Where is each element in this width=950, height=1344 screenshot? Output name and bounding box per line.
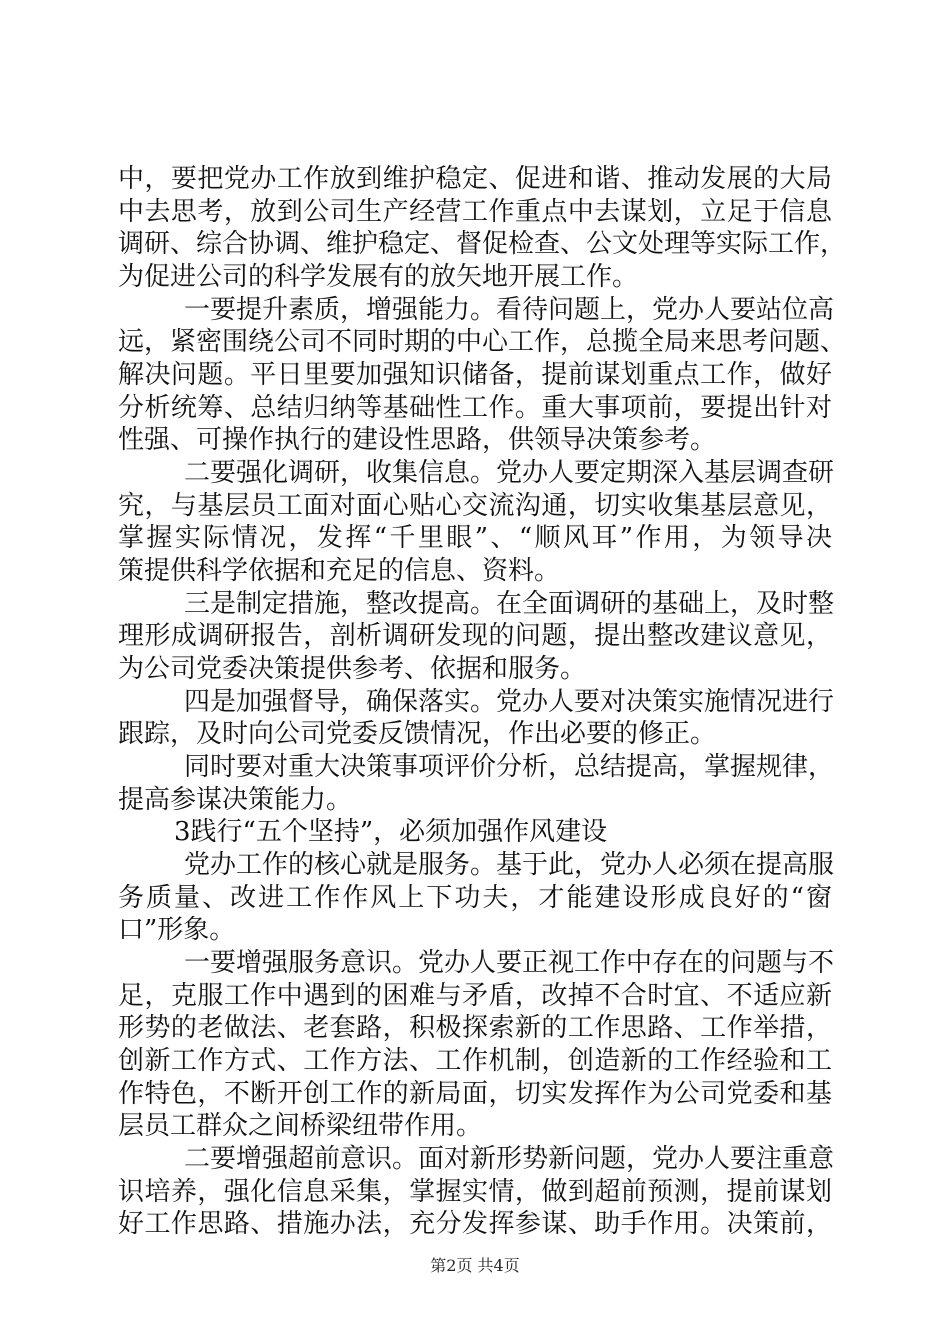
text-line: 创新工作方式、工作方法、工作机制，创造新的工作经验和工 bbox=[118, 1046, 832, 1076]
section-heading: 3践行“五个坚持”，必须加强作风建设 bbox=[174, 817, 608, 848]
text-line: 好工作思路、措施办法，充分发挥参谋、助手作用。决策前， bbox=[118, 1209, 832, 1240]
page-footer: 第2页 共4页 bbox=[430, 1256, 520, 1275]
paragraph-first-line: 二要强化调研，收集信息。党办人要定期深入基层调查研 bbox=[184, 458, 835, 488]
text-line: 策提供科学依据和充足的信息、资料。 bbox=[118, 556, 561, 586]
text-line: 足，克服工作中遇到的困难与矛盾，改掉不合时宜、不适应新 bbox=[118, 980, 832, 1011]
text-line: 究，与基层员工面对面心贴心交流沟通，切实收集基层意见， bbox=[118, 490, 832, 521]
text-line: 形势的老做法、老套路，积极探索新的工作思路、工作举措， bbox=[118, 1013, 832, 1044]
text-line: 口”形象。 bbox=[118, 915, 236, 946]
paragraph-first-line: 一要增强服务意识。党办人要正视工作中存在的问题与不 bbox=[184, 948, 835, 978]
text-line: 层员工群众之间桥梁纽带作用。 bbox=[118, 1111, 483, 1142]
text-line: 为公司党委决策提供参考、依据和服务。 bbox=[118, 654, 587, 684]
text-line: 为促进公司的科学发展有的放矢地开展工作。 bbox=[118, 262, 639, 292]
text-line: 务质量、改进工作作风上下功夫，才能建设形成良好的“窗 bbox=[118, 882, 832, 913]
text-line: 远，紧密围绕公司不同时期的中心工作，总揽全局来思考问题、 bbox=[118, 327, 847, 358]
text-line: 理形成调研报告，剖析调研发现的问题，提出整改建议意见， bbox=[118, 621, 832, 652]
text-line: 性强、可操作执行的建设性思路，供领导决策参考。 bbox=[118, 425, 717, 456]
text-line: 中，要把党办工作放到维护稳定、促进和谐、推动发展的大局 bbox=[118, 164, 832, 194]
paragraph-first-line: 三是制定措施，整改提高。在全面调研的基础上，及时整 bbox=[184, 588, 835, 619]
text-line: 跟踪，及时向公司党委反馈情况，作出必要的修正。 bbox=[118, 719, 717, 750]
text-line: 作特色，不断开创工作的新局面，切实发挥作为公司党委和基 bbox=[118, 1078, 832, 1109]
text-line: 提高参谋决策能力。 bbox=[118, 784, 353, 815]
text-line: 识培养，强化信息采集，掌握实情，做到超前预测，提前谋划 bbox=[118, 1176, 832, 1207]
paragraph-first-line: 四是加强督导，确保落实。党办人要对决策实施情况进行 bbox=[184, 686, 835, 717]
text-line: 调研、综合协调、维护稳定、督促检查、公文处理等实际工作， bbox=[118, 229, 847, 260]
paragraph-first-line: 二要增强超前意识。面对新形势新问题，党办人要注重意 bbox=[184, 1144, 835, 1174]
text-line: 分析统筹、总结归纳等基础性工作。重大事项前，要提出针对 bbox=[118, 392, 832, 423]
paragraph-first-line: 同时要对重大决策事项评价分析，总结提高，掌握规律， bbox=[184, 752, 835, 782]
paragraph-first-line: 党办工作的核心就是服务。基于此，党办人必须在提高服 bbox=[184, 850, 835, 880]
text-line: 中去思考，放到公司生产经营工作重点中去谋划，立足于信息 bbox=[118, 196, 832, 227]
paragraph-first-line: 一要提升素质，增强能力。看待问题上，党办人要站位高 bbox=[184, 294, 835, 325]
text-line: 解决问题。平日里要加强知识储备，提前谋划重点工作，做好 bbox=[118, 360, 832, 390]
text-line: 掌握实际情况，发挥“千里眼”、“顺风耳”作用，为领导决 bbox=[118, 523, 832, 554]
